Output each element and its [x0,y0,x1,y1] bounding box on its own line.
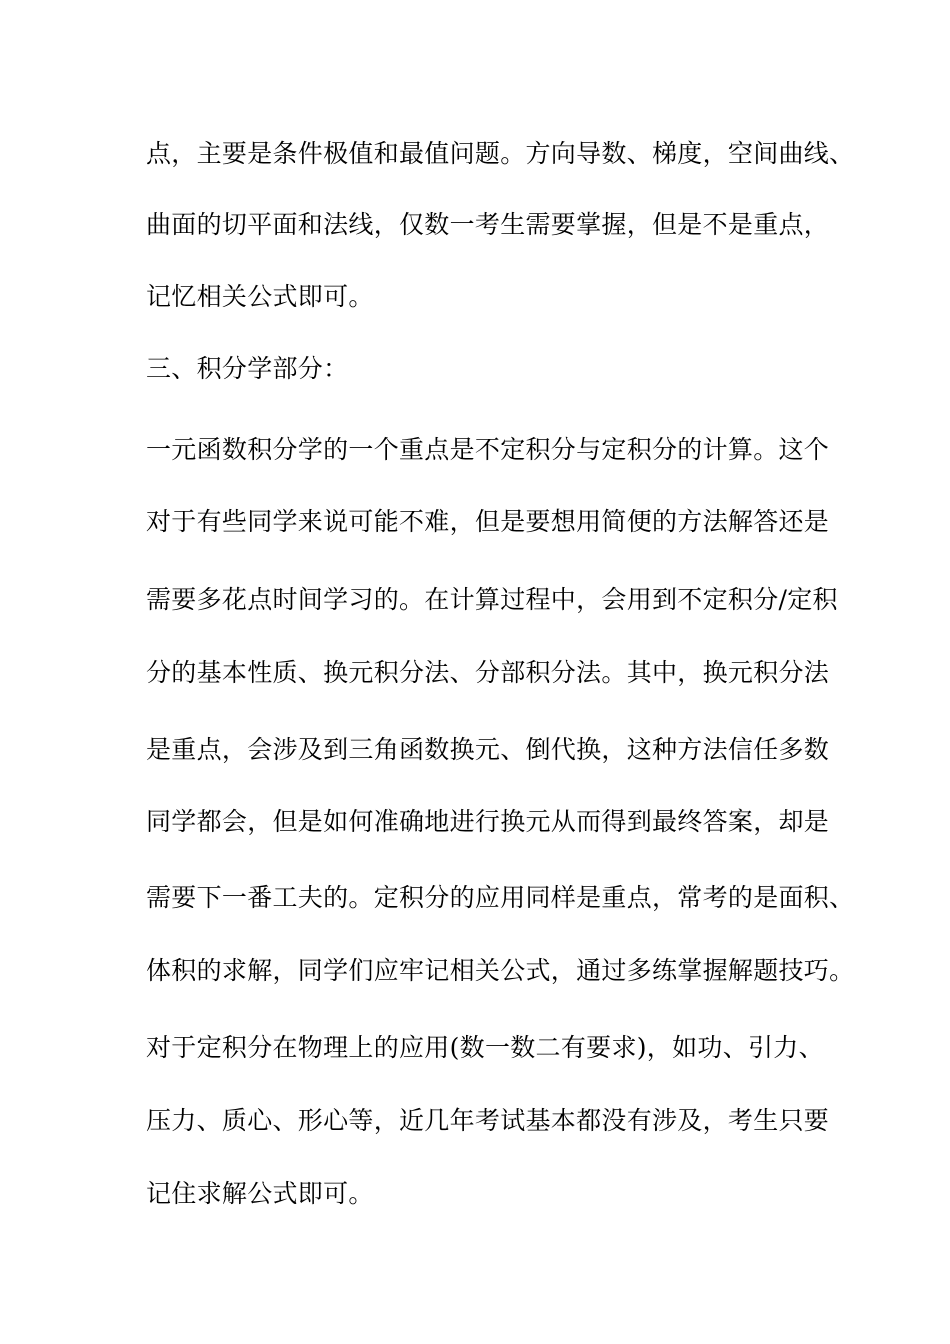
paragraph-line: 一元函数积分学的一个重点是不定积分与定积分的计算。这个 [146,435,830,464]
paragraph-line: 体积的求解，同学们应牢记相关公式，通过多练掌握解题技巧。 [146,956,855,985]
paragraph-line: 是重点，会涉及到三角函数换元、倒代换，这种方法信任多数 [146,735,830,764]
paragraph-line: 分的基本性质、换元积分法、分部积分法。其中，换元积分法 [146,658,830,687]
paragraph-line: 需要多花点时间学习的。在计算过程中，会用到不定积分/定积 [146,585,838,614]
paragraph-line: 对于定积分在物理上的应用(数一数二有要求)，如功、引力、 [146,1033,824,1062]
paragraph-line: 对于有些同学来说可能不难，但是要想用简便的方法解答还是 [146,507,830,536]
paragraph-line: 同学都会，但是如何准确地进行换元从而得到最终答案，却是 [146,807,830,836]
paragraph-line: 记忆相关公式即可。 [146,282,374,311]
paragraph-line: 压力、质心、形心等，近几年考试基本都没有涉及，考生只要 [146,1106,830,1135]
section-heading: 三、积分学部分： [146,354,349,383]
paragraph-line: 点，主要是条件极值和最值问题。方向导数、梯度，空间曲线、 [146,139,855,168]
paragraph-line: 记住求解公式即可。 [146,1179,374,1208]
paragraph-line: 需要下一番工夫的。定积分的应用同样是重点，常考的是面积、 [146,883,855,912]
paragraph-line: 曲面的切平面和法线，仅数一考生需要掌握，但是不是重点， [146,210,830,239]
